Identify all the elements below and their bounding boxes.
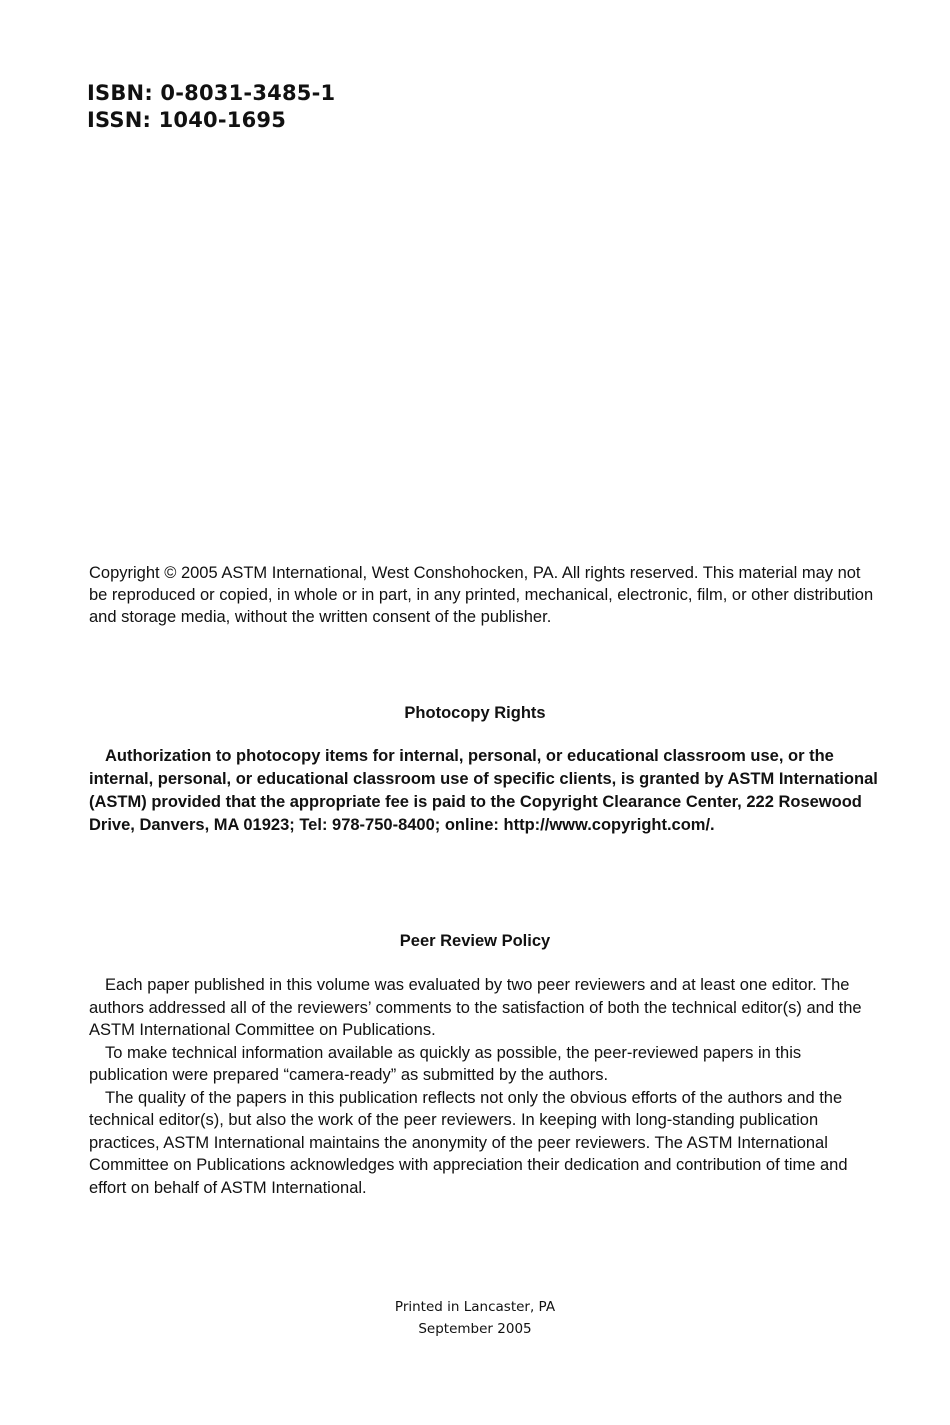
publication-identifiers xyxy=(87,80,335,134)
printed-date: September 2005 xyxy=(418,1321,532,1337)
peer-review-policy-body xyxy=(89,974,879,1199)
isbn-line: ISBN: 0-8031-3485-1 xyxy=(87,81,336,105)
peer-review-paragraph: The quality of the papers in this publication reflects not only the obvious efforts of the authors and the technical editor(s), but also the work of the peer reviewers. In keeping with long-standing publication practices, ASTM International maintains the anonymity of the peer reviewers. The ASTM International Committee on Publications acknowledges with appreciation their dedication and contribution of time and effort on behalf of ASTM International. xyxy=(89,1088,848,1197)
copyright-notice: Copyright © 2005 ASTM International, West Conshohocken, PA. All rights reserved. This material may not be reproduced or copied, in whole or in part, in any printed, mechanical, electronic, film, or other distribution and storage media, without the written consent of the publisher. xyxy=(89,564,874,626)
photocopy-rights-text: Authorization to photocopy items for internal, personal, or educational classroom use, or the internal, personal, or educational classroom use of specific clients, is granted by ASTM International (ASTM) provided that the appropriate fee is paid to the Copyright Clearance Center, 222 Rosewood Drive, Danvers, MA 01923; Tel: 978-750-8400; online: http://www.copyright.com/. xyxy=(89,747,878,834)
peer-review-policy-heading: Peer Review Policy xyxy=(399,932,551,950)
peer-review-paragraph: Each paper published in this volume was evaluated by two peer reviewers and at least one editor. The authors addressed all of the reviewers’ comments to the satisfaction of both the technical editor(s) and the ASTM International Committee on Publications. xyxy=(89,976,862,1039)
issn-line: ISSN: 1040-1695 xyxy=(87,108,287,132)
printing-info xyxy=(0,1296,950,1340)
peer-review-paragraph: To make technical information available as quickly as possible, the peer-reviewed papers in this publication were prepared “camera-ready” as submitted by the authors. xyxy=(89,1043,802,1084)
printed-location: Printed in Lancaster, PA xyxy=(394,1299,556,1315)
photocopy-rights-heading: Photocopy Rights xyxy=(404,704,546,722)
